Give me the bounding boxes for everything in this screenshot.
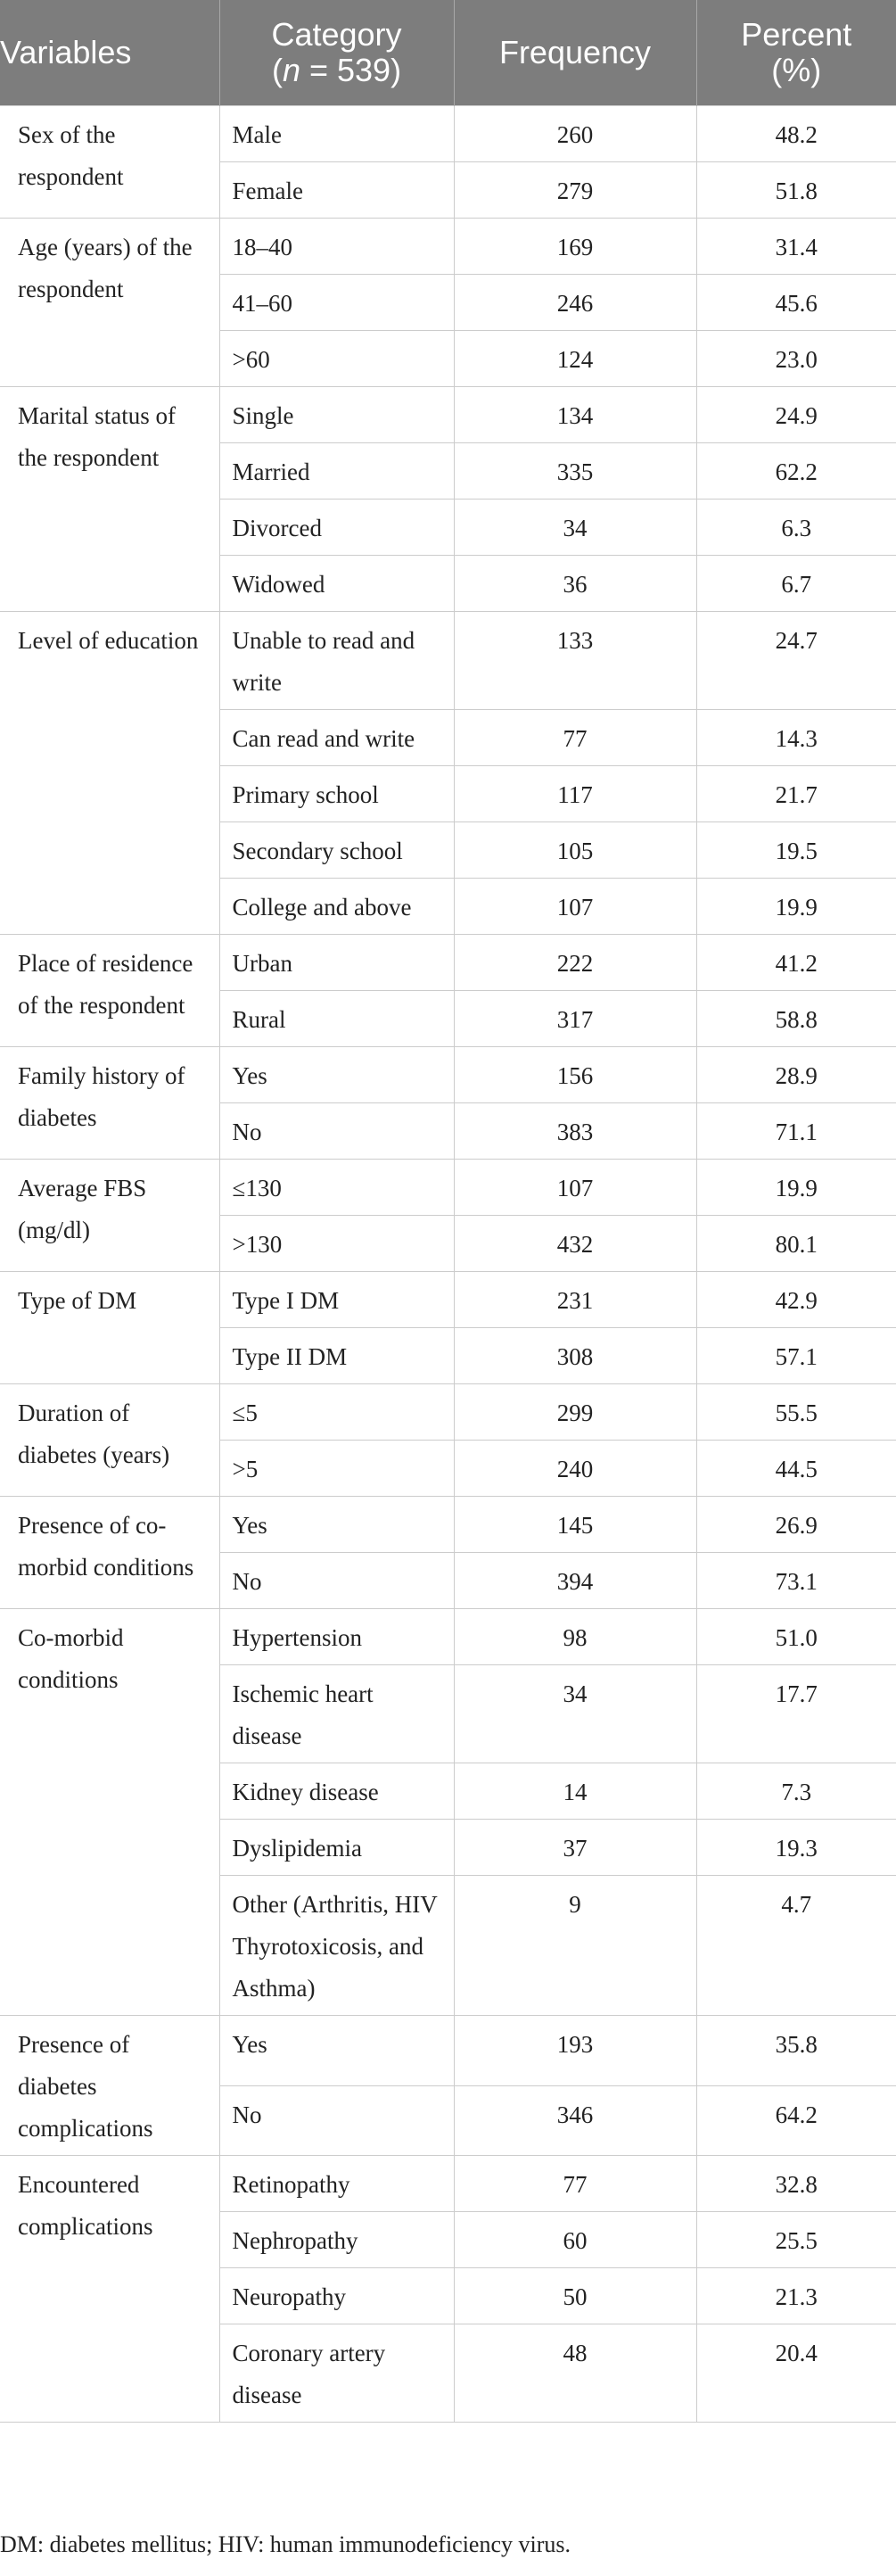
frequency-cell: 133: [454, 612, 696, 710]
percent-cell: 57.1: [696, 1328, 896, 1384]
header-percent: Percent (%): [696, 0, 896, 106]
variable-cell: Place of residence of the respondent: [0, 935, 219, 1047]
frequency-cell: 9: [454, 1876, 696, 2016]
variable-cell: Age (years) of the respondent: [0, 219, 219, 387]
percent-cell: 35.8: [696, 2016, 896, 2086]
category-cell: Female: [219, 162, 454, 219]
category-cell: Type II DM: [219, 1328, 454, 1384]
table-row: [0, 219, 896, 275]
frequency-cell: 37: [454, 1820, 696, 1876]
frequency-cell: 14: [454, 1763, 696, 1820]
category-cell: Nephropathy: [219, 2212, 454, 2268]
percent-cell: 48.2: [696, 106, 896, 162]
header-category-n: n: [282, 52, 300, 88]
percent-cell: 42.9: [696, 1272, 896, 1328]
percent-cell: 64.2: [696, 2085, 896, 2156]
percent-cell: 45.6: [696, 275, 896, 331]
variable-cell: Family history of diabetes: [0, 1047, 219, 1160]
frequency-cell: 394: [454, 1553, 696, 1609]
percent-cell: 14.3: [696, 710, 896, 766]
category-cell: Type I DM: [219, 1272, 454, 1328]
variable-cell: Co-morbid conditions: [0, 1609, 219, 2016]
frequency-cell: 48: [454, 2324, 696, 2423]
percent-cell: 26.9: [696, 1497, 896, 1553]
frequency-cell: 77: [454, 710, 696, 766]
category-cell: Secondary school: [219, 822, 454, 879]
table-row: [0, 1047, 896, 1103]
variable-cell: Average FBS (mg/dl): [0, 1160, 219, 1272]
frequency-cell: 107: [454, 1160, 696, 1216]
category-cell: Primary school: [219, 766, 454, 822]
category-cell: Single: [219, 387, 454, 443]
category-cell: Male: [219, 106, 454, 162]
frequency-cell: 98: [454, 1609, 696, 1665]
frequency-cell: 432: [454, 1216, 696, 1272]
frequency-cell: 383: [454, 1103, 696, 1160]
percent-cell: 32.8: [696, 2156, 896, 2212]
variable-cell: Presence of diabetes complications: [0, 2016, 219, 2156]
category-cell: College and above: [219, 879, 454, 935]
category-cell: >60: [219, 331, 454, 387]
header-category: Category (n = 539): [219, 0, 454, 106]
frequency-cell: 107: [454, 879, 696, 935]
table-row: [0, 612, 896, 710]
frequency-cell: 240: [454, 1441, 696, 1497]
category-cell: No: [219, 1103, 454, 1160]
frequency-cell: 246: [454, 275, 696, 331]
percent-cell: 23.0: [696, 331, 896, 387]
category-cell: Yes: [219, 1047, 454, 1103]
percent-cell: 7.3: [696, 1763, 896, 1820]
frequency-cell: 134: [454, 387, 696, 443]
category-cell: No: [219, 1553, 454, 1609]
percent-cell: 24.9: [696, 387, 896, 443]
percent-cell: 44.5: [696, 1441, 896, 1497]
frequency-cell: 346: [454, 2085, 696, 2156]
percent-cell: 21.7: [696, 766, 896, 822]
category-cell: Urban: [219, 935, 454, 991]
frequency-cell: 279: [454, 162, 696, 219]
variable-cell: Presence of co-morbid conditions: [0, 1497, 219, 1609]
frequency-cell: 34: [454, 1665, 696, 1763]
frequency-cell: 260: [454, 106, 696, 162]
percent-cell: 73.1: [696, 1553, 896, 1609]
percent-cell: 58.8: [696, 991, 896, 1047]
variable-cell: Marital status of the respondent: [0, 387, 219, 612]
table-row: [0, 1497, 896, 1553]
table-row: [0, 1609, 896, 1665]
percent-cell: 28.9: [696, 1047, 896, 1103]
percent-cell: 55.5: [696, 1384, 896, 1441]
category-cell: No: [219, 2085, 454, 2156]
table-row: [0, 106, 896, 162]
variable-cell: Sex of the respondent: [0, 106, 219, 219]
percent-cell: 80.1: [696, 1216, 896, 1272]
category-cell: >5: [219, 1441, 454, 1497]
percent-cell: 6.3: [696, 500, 896, 556]
percent-cell: 17.7: [696, 1665, 896, 1763]
percent-cell: 4.7: [696, 1876, 896, 2016]
variable-cell: Type of DM: [0, 1272, 219, 1384]
frequency-cell: 317: [454, 991, 696, 1047]
table-header: [0, 0, 896, 106]
category-cell: Divorced: [219, 500, 454, 556]
frequency-cell: 34: [454, 500, 696, 556]
percent-cell: 31.4: [696, 219, 896, 275]
table-row: [0, 2016, 896, 2086]
percent-cell: 24.7: [696, 612, 896, 710]
percent-cell: 20.4: [696, 2324, 896, 2423]
table-row: [0, 387, 896, 443]
header-row: [0, 0, 896, 106]
frequency-cell: 145: [454, 1497, 696, 1553]
percent-cell: 19.9: [696, 879, 896, 935]
category-cell: ≤5: [219, 1384, 454, 1441]
table-row: [0, 935, 896, 991]
category-cell: Coronary artery disease: [219, 2324, 454, 2423]
category-cell: Can read and write: [219, 710, 454, 766]
frequency-cell: 335: [454, 443, 696, 500]
frequency-cell: 231: [454, 1272, 696, 1328]
category-cell: Kidney disease: [219, 1763, 454, 1820]
variable-cell: Level of education: [0, 612, 219, 935]
percent-cell: 19.9: [696, 1160, 896, 1216]
category-cell: Hypertension: [219, 1609, 454, 1665]
frequency-cell: 222: [454, 935, 696, 991]
percent-cell: 19.5: [696, 822, 896, 879]
category-cell: >130: [219, 1216, 454, 1272]
category-cell: Dyslipidemia: [219, 1820, 454, 1876]
frequency-cell: 60: [454, 2212, 696, 2268]
frequency-cell: 124: [454, 331, 696, 387]
category-cell: 18–40: [219, 219, 454, 275]
category-cell: Ischemic heart disease: [219, 1665, 454, 1763]
frequency-cell: 50: [454, 2268, 696, 2324]
percent-cell: 51.0: [696, 1609, 896, 1665]
category-cell: ≤130: [219, 1160, 454, 1216]
percent-cell: 62.2: [696, 443, 896, 500]
category-cell: Other (Arthritis, HIV Thyrotoxicosis, and Asthma): [219, 1876, 454, 2016]
category-cell: 41–60: [219, 275, 454, 331]
category-cell: Yes: [219, 2016, 454, 2086]
percent-cell: 19.3: [696, 1820, 896, 1876]
percent-cell: 25.5: [696, 2212, 896, 2268]
frequency-cell: 156: [454, 1047, 696, 1103]
frequency-cell: 299: [454, 1384, 696, 1441]
category-cell: Retinopathy: [219, 2156, 454, 2212]
variable-cell: Duration of diabetes (years): [0, 1384, 219, 1497]
header-variables: Variables: [0, 0, 219, 106]
variable-cell: Encountered complications: [0, 2156, 219, 2423]
table-row: [0, 1160, 896, 1216]
table-footnote: DM: diabetes mellitus; HIV: human immunodeficiency virus.: [0, 2531, 571, 2557]
table-body: [0, 106, 896, 2423]
header-frequency: Frequency: [454, 0, 696, 106]
percent-cell: 21.3: [696, 2268, 896, 2324]
frequency-cell: 36: [454, 556, 696, 612]
frequency-cell: 169: [454, 219, 696, 275]
frequency-cell: 308: [454, 1328, 696, 1384]
category-cell: Unable to read and write: [219, 612, 454, 710]
frequency-cell: 193: [454, 2016, 696, 2086]
category-cell: Yes: [219, 1497, 454, 1553]
table-row: [0, 2156, 896, 2212]
frequency-cell: 77: [454, 2156, 696, 2212]
category-cell: Neuropathy: [219, 2268, 454, 2324]
category-cell: Married: [219, 443, 454, 500]
table-row: [0, 1272, 896, 1328]
percent-cell: 51.8: [696, 162, 896, 219]
table-row: [0, 1384, 896, 1441]
frequency-cell: 117: [454, 766, 696, 822]
category-cell: Widowed: [219, 556, 454, 612]
percent-cell: 6.7: [696, 556, 896, 612]
percent-cell: 71.1: [696, 1103, 896, 1160]
percent-cell: 41.2: [696, 935, 896, 991]
category-cell: Rural: [219, 991, 454, 1047]
frequency-cell: 105: [454, 822, 696, 879]
